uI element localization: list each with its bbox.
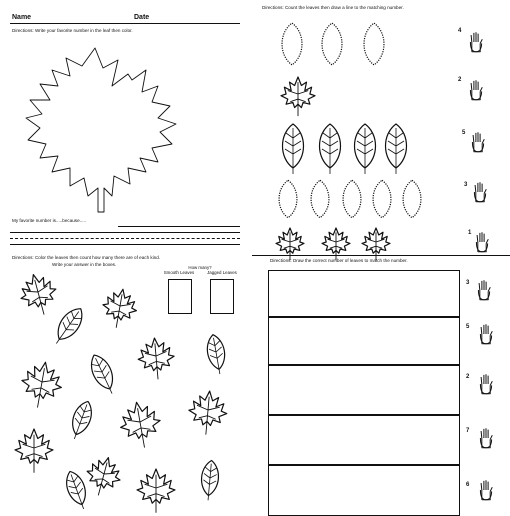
counting-hand-icon[interactable] xyxy=(472,132,484,152)
smooth-leaves-label: Smooth Leaves xyxy=(163,270,195,275)
match-number-2[interactable]: 2 xyxy=(458,77,462,83)
counting-hand-icon[interactable] xyxy=(470,32,482,52)
match-number-3[interactable]: 3 xyxy=(464,182,468,188)
left-bottom-directions-1: Directions: Color the leaves then count how many there are of each kind. xyxy=(12,255,161,260)
counting-hand-icon[interactable] xyxy=(480,480,492,500)
right-bottom-directions: Directions: Draw the correct number of leaves to match the number. xyxy=(270,258,408,263)
left-bottom-directions-2: Write your answer in the boxes. xyxy=(52,262,117,267)
counting-hand-icon[interactable] xyxy=(480,428,492,448)
counting-hand-icon[interactable] xyxy=(480,324,492,344)
draw-number-5: 5 xyxy=(466,324,470,330)
draw-number-3: 3 xyxy=(466,280,470,286)
counting-hand-icon[interactable] xyxy=(478,280,490,300)
right-top-directions: Directions: Count the leaves then draw a line to the matching number. xyxy=(262,5,404,10)
favorite-number-prompt: My favorite number is.....because..... xyxy=(12,218,87,223)
counting-hand-icon[interactable] xyxy=(474,182,486,202)
match-number-1[interactable]: 1 xyxy=(468,230,472,236)
counting-hand-icon[interactable] xyxy=(480,374,492,394)
date-label: Date xyxy=(134,14,150,21)
name-label: Name xyxy=(12,14,32,21)
draw-number-2: 2 xyxy=(466,374,470,380)
how-many-label: How many? xyxy=(188,265,212,270)
draw-number-6: 6 xyxy=(466,482,470,488)
counting-hand-icon[interactable] xyxy=(470,80,482,100)
jagged-leaves-label: Jagged Leaves xyxy=(207,270,237,275)
draw-number-7: 7 xyxy=(466,428,470,434)
counting-hand-icon[interactable] xyxy=(476,232,488,252)
match-number-5[interactable]: 5 xyxy=(462,130,466,136)
match-number-4[interactable]: 4 xyxy=(458,28,462,34)
left-top-directions: Directions: Write your favorite number in the leaf then color. xyxy=(12,28,133,33)
